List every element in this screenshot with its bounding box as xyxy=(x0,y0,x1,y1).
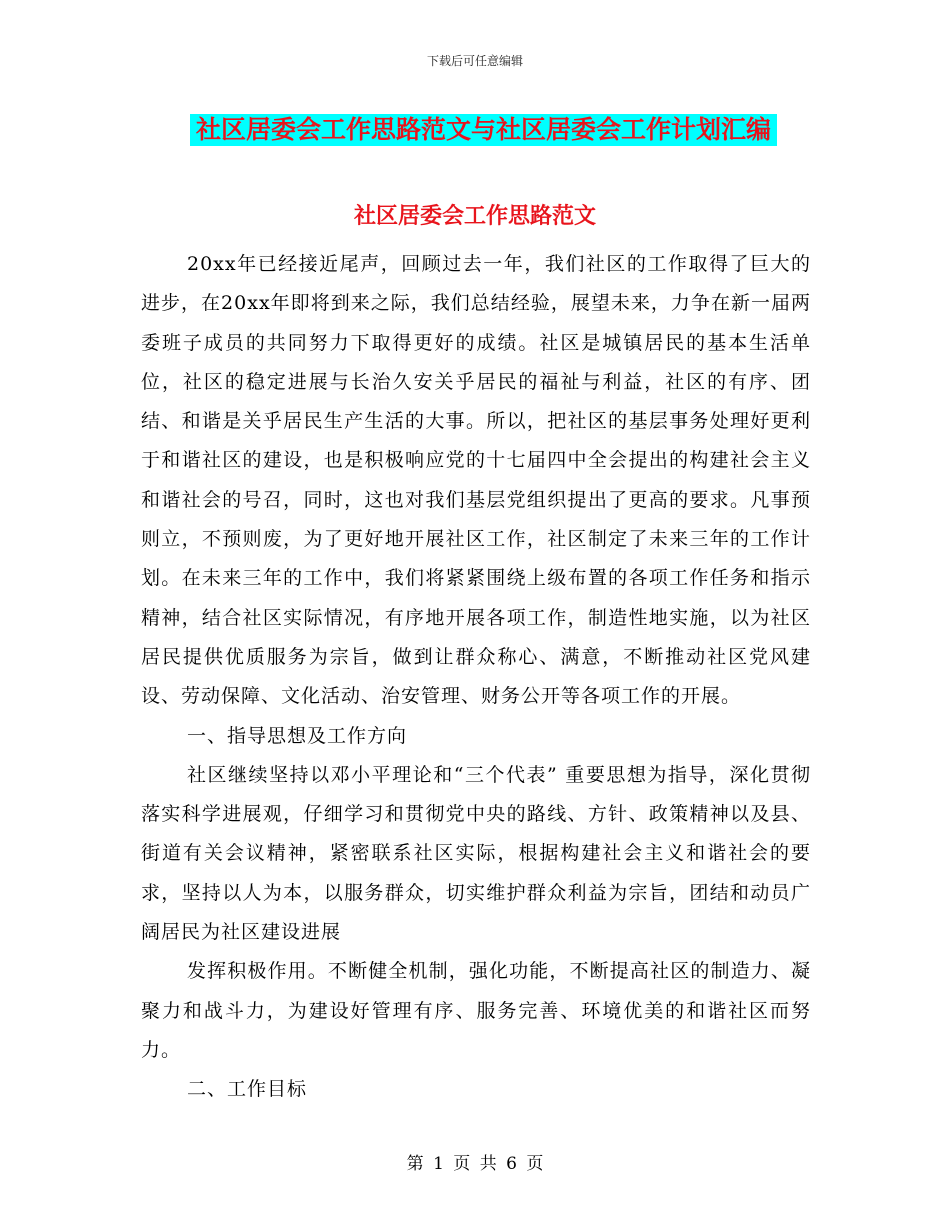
paragraph-guiding-ideology-continued: 发挥积极作用。不断健全机制，强化功能，不断提高社区的制造力、凝聚力和战斗力，为建设好管理有序、服务完善、环境优美的和谐社区而努力。 xyxy=(141,960,811,1061)
page-header-note: 下载后可任意编辑 xyxy=(426,54,523,68)
heading-work-goals: 二、工作目标 xyxy=(187,1078,308,1101)
paragraph-guiding-ideology: 社区继续坚持以邓小平理论和“三个代表” 重要思想为指导，深化贯彻落实科学进展观，仔细学习和贯彻党中央的路线、方针、政策精神以及县、街道有关会议精神，紧密联系社区实际，根据构建社会主义和谐社会的要求，坚持以人为本，以服务群众，切实维护群众利益为宗旨，团结和动员广阔居民为社区建设进展 xyxy=(141,763,811,944)
document-body xyxy=(141,245,811,1110)
paragraph-intro: 20xx年已经接近尾声，回顾过去一年，我们社区的工作取得了巨大的进步，在20xx年即将到来之际，我们总结经验，展望未来，力争在新一届两委班子成员的共同努力下取得更好的成绩。社区是城镇居民的基本生活单位，社区的稳定进展与长治久安关乎居民的福祉与利益，社区的有序、团结、和谐是关乎居民生产生活的大事。所以，把社区的基层事务处理好更利于和谐社区的建设，也是积极响应党的十七届四中全会提出的构建社会主义和谐社会的号召，同时，这也对我们基层党组织提出了更高的要求。凡事预则立，不预则废，为了更好地开展社区工作，社区制定了未来三年的工作计划。在未来三年的工作中，我们将紧紧围绕上级布置的各项工作任务和指示精神，结合社区实际情况，有序地开展各项工作，制造性地实施，以为社区居民提供优质服务为宗旨，做到让群众称心、满意，不断推动社区党风建设、劳动保障、文化活动、治安管理、财务公开等各项工作的开展。 xyxy=(141,253,811,708)
heading-guiding-ideology: 一、指导思想及工作方向 xyxy=(187,724,408,747)
section-title: 社区居委会工作思路范文 xyxy=(353,203,596,229)
page-number-footer: 第 1 页 共 6 页 xyxy=(406,1154,544,1174)
document-main-title: 社区居委会工作思路范文与社区居委会工作计划汇编 xyxy=(190,114,777,146)
